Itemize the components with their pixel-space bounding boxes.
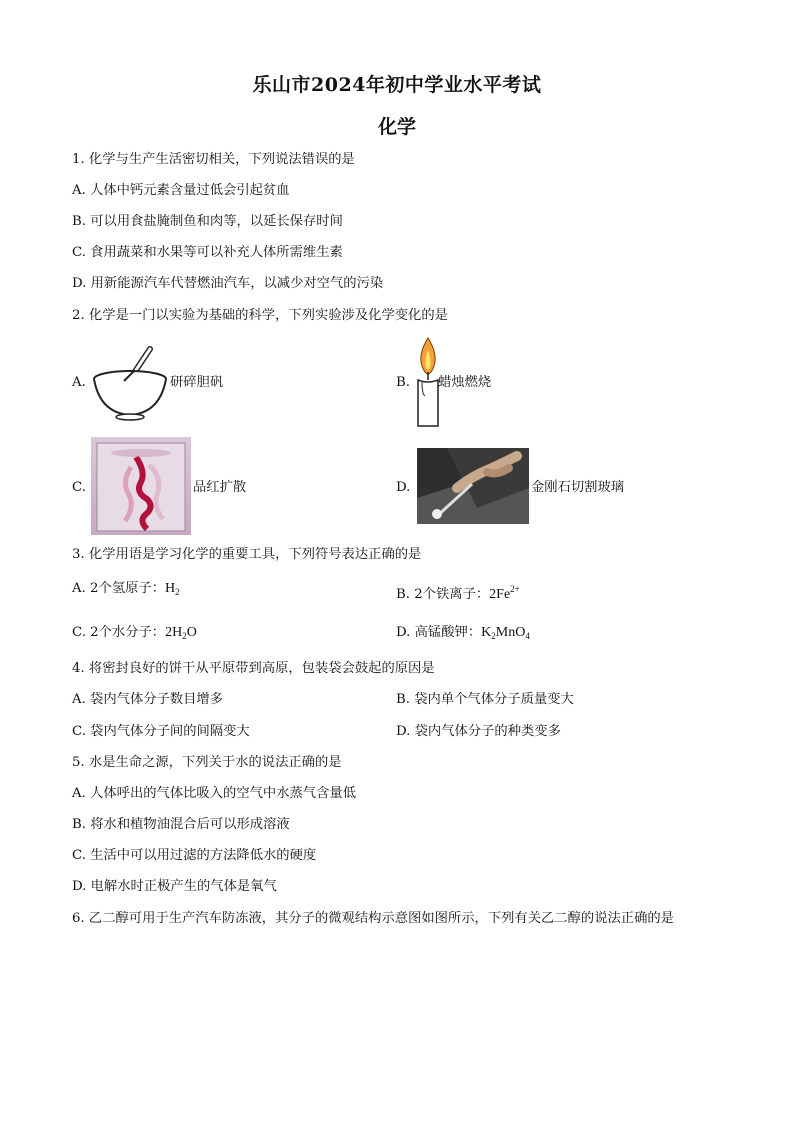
q5-option-a: A. 人体呼出的气体比吸入的空气中水蒸气含量低: [72, 786, 356, 801]
q1-option-a: A. 人体中钙元素含量过低会引起贫血: [72, 183, 290, 198]
q2-option-d-label: D.: [396, 480, 411, 495]
subject-title: 化学: [377, 116, 416, 138]
q2-option-a-label: A.: [72, 375, 86, 390]
exam-title: 乐山市2024年初中学业水平考试: [252, 74, 542, 96]
q4-option-c: C. 袋内气体分子间的间隔变大: [72, 724, 250, 739]
q3-option-c: [72, 624, 197, 645]
q4-option-b: B. 袋内单个气体分子质量变大: [396, 692, 574, 707]
q3-stem: 3. 化学用语是学习化学的重要工具，下列符号表达正确的是: [72, 547, 422, 562]
beaker-diffusion-image: [91, 437, 191, 535]
q2-option-b-label: B.: [396, 375, 410, 390]
q5-option-d: D. 电解水时正极产生的气体是氧气: [72, 879, 277, 894]
q5-stem: 5. 水是生命之源，下列关于水的说法正确的是: [72, 755, 342, 770]
q1-option-b: B. 可以用食盐腌制鱼和肉等，以延长保存时间: [72, 214, 343, 229]
q1-option-c: C. 食用蔬菜和水果等可以补充人体所需维生素: [72, 245, 343, 260]
mortar-pestle-image: [90, 343, 170, 423]
q4-option-a: A. 袋内气体分子数目增多: [72, 692, 224, 707]
q2-option-c-text: 品红扩散: [193, 480, 247, 495]
q3-option-b-formula: $2Fe^{2+}$: [489, 584, 520, 602]
q2-option-b-text: 蜡烛燃烧: [438, 375, 492, 390]
q1-option-d: D. 用新能源汽车代替燃油汽车，以减少对空气的污染: [72, 276, 384, 291]
q2-option-c-label: C.: [72, 480, 86, 495]
q6-stem: 6. 乙二醇可用于生产汽车防冻液，其分子的微观结构示意图如图所示，下列有关乙二醇的说法正确的是: [72, 911, 674, 926]
q3-option-c-formula: $2H_2O$: [165, 625, 197, 641]
q3-option-b: [396, 580, 520, 604]
q5-option-b: B. 将水和植物油混合后可以形成溶液: [72, 817, 290, 832]
glass-cutter-image: [417, 448, 529, 524]
q2-option-a-text: 研碎胆矾: [170, 375, 224, 390]
q1-stem: 1. 化学与生产生活密切相关，下列说法错误的是: [72, 152, 355, 167]
q2-stem: 2. 化学是一门以实验为基础的科学，下列实验涉及化学变化的是: [72, 308, 448, 323]
q3-option-d-formula: $K_2MnO_4$: [481, 625, 530, 641]
q3-option-b-label: B. 2个铁离子：: [396, 587, 490, 602]
q2-option-d-text: 金刚石切割玻璃: [531, 480, 625, 495]
q3-option-a: [72, 580, 180, 601]
q3-option-d: [396, 624, 530, 645]
q3-option-a-label: A. 2个氢原子：: [72, 581, 166, 596]
q4-stem: 4. 将密封良好的饼干从平原带到高原，包装袋会鼓起的原因是: [72, 661, 435, 676]
q3-option-a-formula: $H_2$: [165, 581, 180, 597]
q5-option-c: C. 生活中可以用过滤的方法降低水的硬度: [72, 848, 317, 863]
q3-option-d-label: D. 高锰酸钾：: [396, 625, 482, 640]
q4-option-d: D. 袋内气体分子的种类变多: [396, 724, 561, 739]
q3-option-c-label: C. 2个水分子：: [72, 625, 166, 640]
